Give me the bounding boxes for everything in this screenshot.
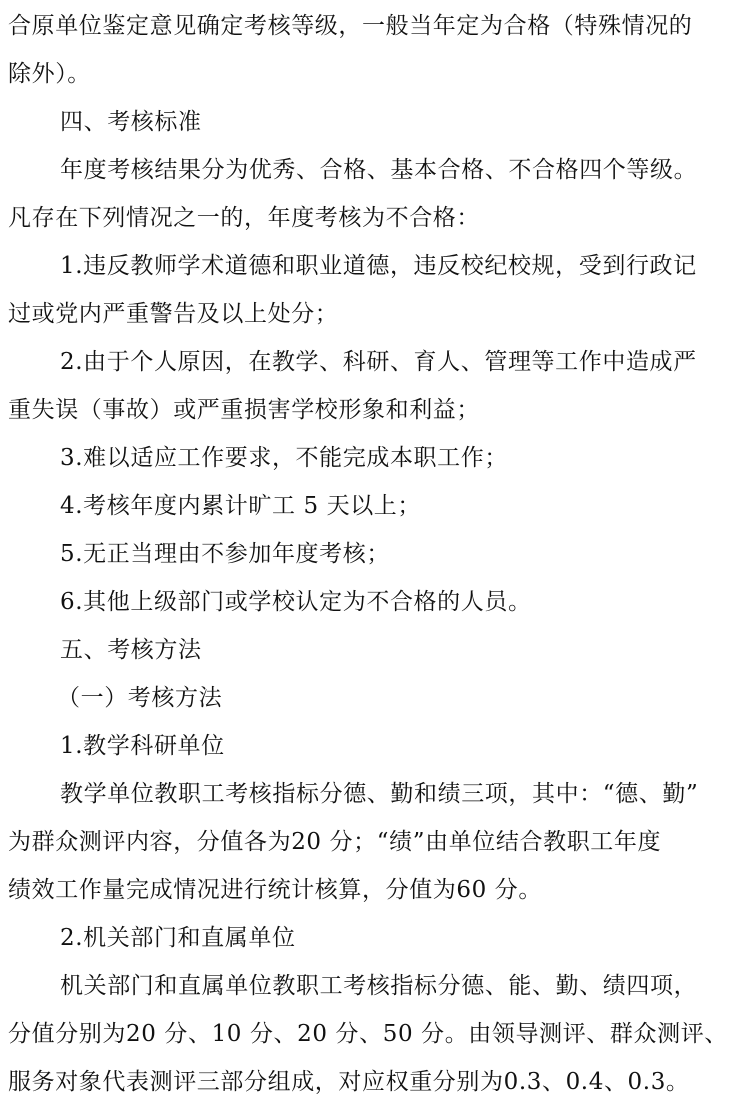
body-text-line: 凡存在下列情况之一的，年度考核为不合格： xyxy=(8,205,480,231)
subsection-heading-method: （一）考核方法 xyxy=(57,685,223,711)
list-item-1-continued: 过或党内严重警告及以上处分； xyxy=(8,301,339,327)
section-heading-assessment-standard: 四、考核标准 xyxy=(60,109,202,135)
subheading-administrative-departments: 2.机关部门和直属单位 xyxy=(60,925,296,951)
list-item-2-continued: 重失误（事故）或严重损害学校形象和利益； xyxy=(8,397,480,423)
subheading-teaching-research-units: 1.教学科研单位 xyxy=(60,733,225,759)
body-text-line: 除外）。 xyxy=(8,61,91,87)
list-item-3: 3.难以适应工作要求，不能完成本职工作； xyxy=(60,445,508,471)
body-text-line: 服务对象代表测评三部分组成，对应权重分别为0.3、0.4、0.3。 xyxy=(8,1069,690,1095)
body-text-line: 分值分别为20 分、10 分、20 分、50 分。由领导测评、群众测评、 xyxy=(8,1021,728,1047)
list-item-5: 5.无正当理由不参加年度考核； xyxy=(60,541,390,567)
list-item-4: 4.考核年度内累计旷工 5 天以上； xyxy=(60,493,421,519)
list-item-2: 2.由于个人原因，在教学、科研、育人、管理等工作中造成严 xyxy=(60,349,697,375)
body-text-line: 合原单位鉴定意见确定考核等级，一般当年定为合格（特殊情况的 xyxy=(8,13,693,39)
body-text-line: 机关部门和直属单位教职工考核指标分德、能、勤、绩四项， xyxy=(60,973,698,999)
list-item-1: 1.违反教师学术道德和职业道德，违反校纪校规，受到行政记 xyxy=(60,253,697,279)
section-heading-assessment-method: 五、考核方法 xyxy=(60,637,202,663)
body-text-line: 绩效工作量完成情况进行统计核算，分值为60 分。 xyxy=(8,877,542,903)
body-text-line: 教学单位教职工考核指标分德、勤和绩三项，其中：“德、勤” xyxy=(60,781,699,807)
body-text-line: 年度考核结果分为优秀、合格、基本合格、不合格四个等级。 xyxy=(60,157,698,183)
body-text-line: 为群众测评内容，分值各为20 分；“绩”由单位结合教职工年度 xyxy=(8,829,662,855)
list-item-6: 6.其他上级部门或学校认定为不合格的人员。 xyxy=(60,589,532,615)
